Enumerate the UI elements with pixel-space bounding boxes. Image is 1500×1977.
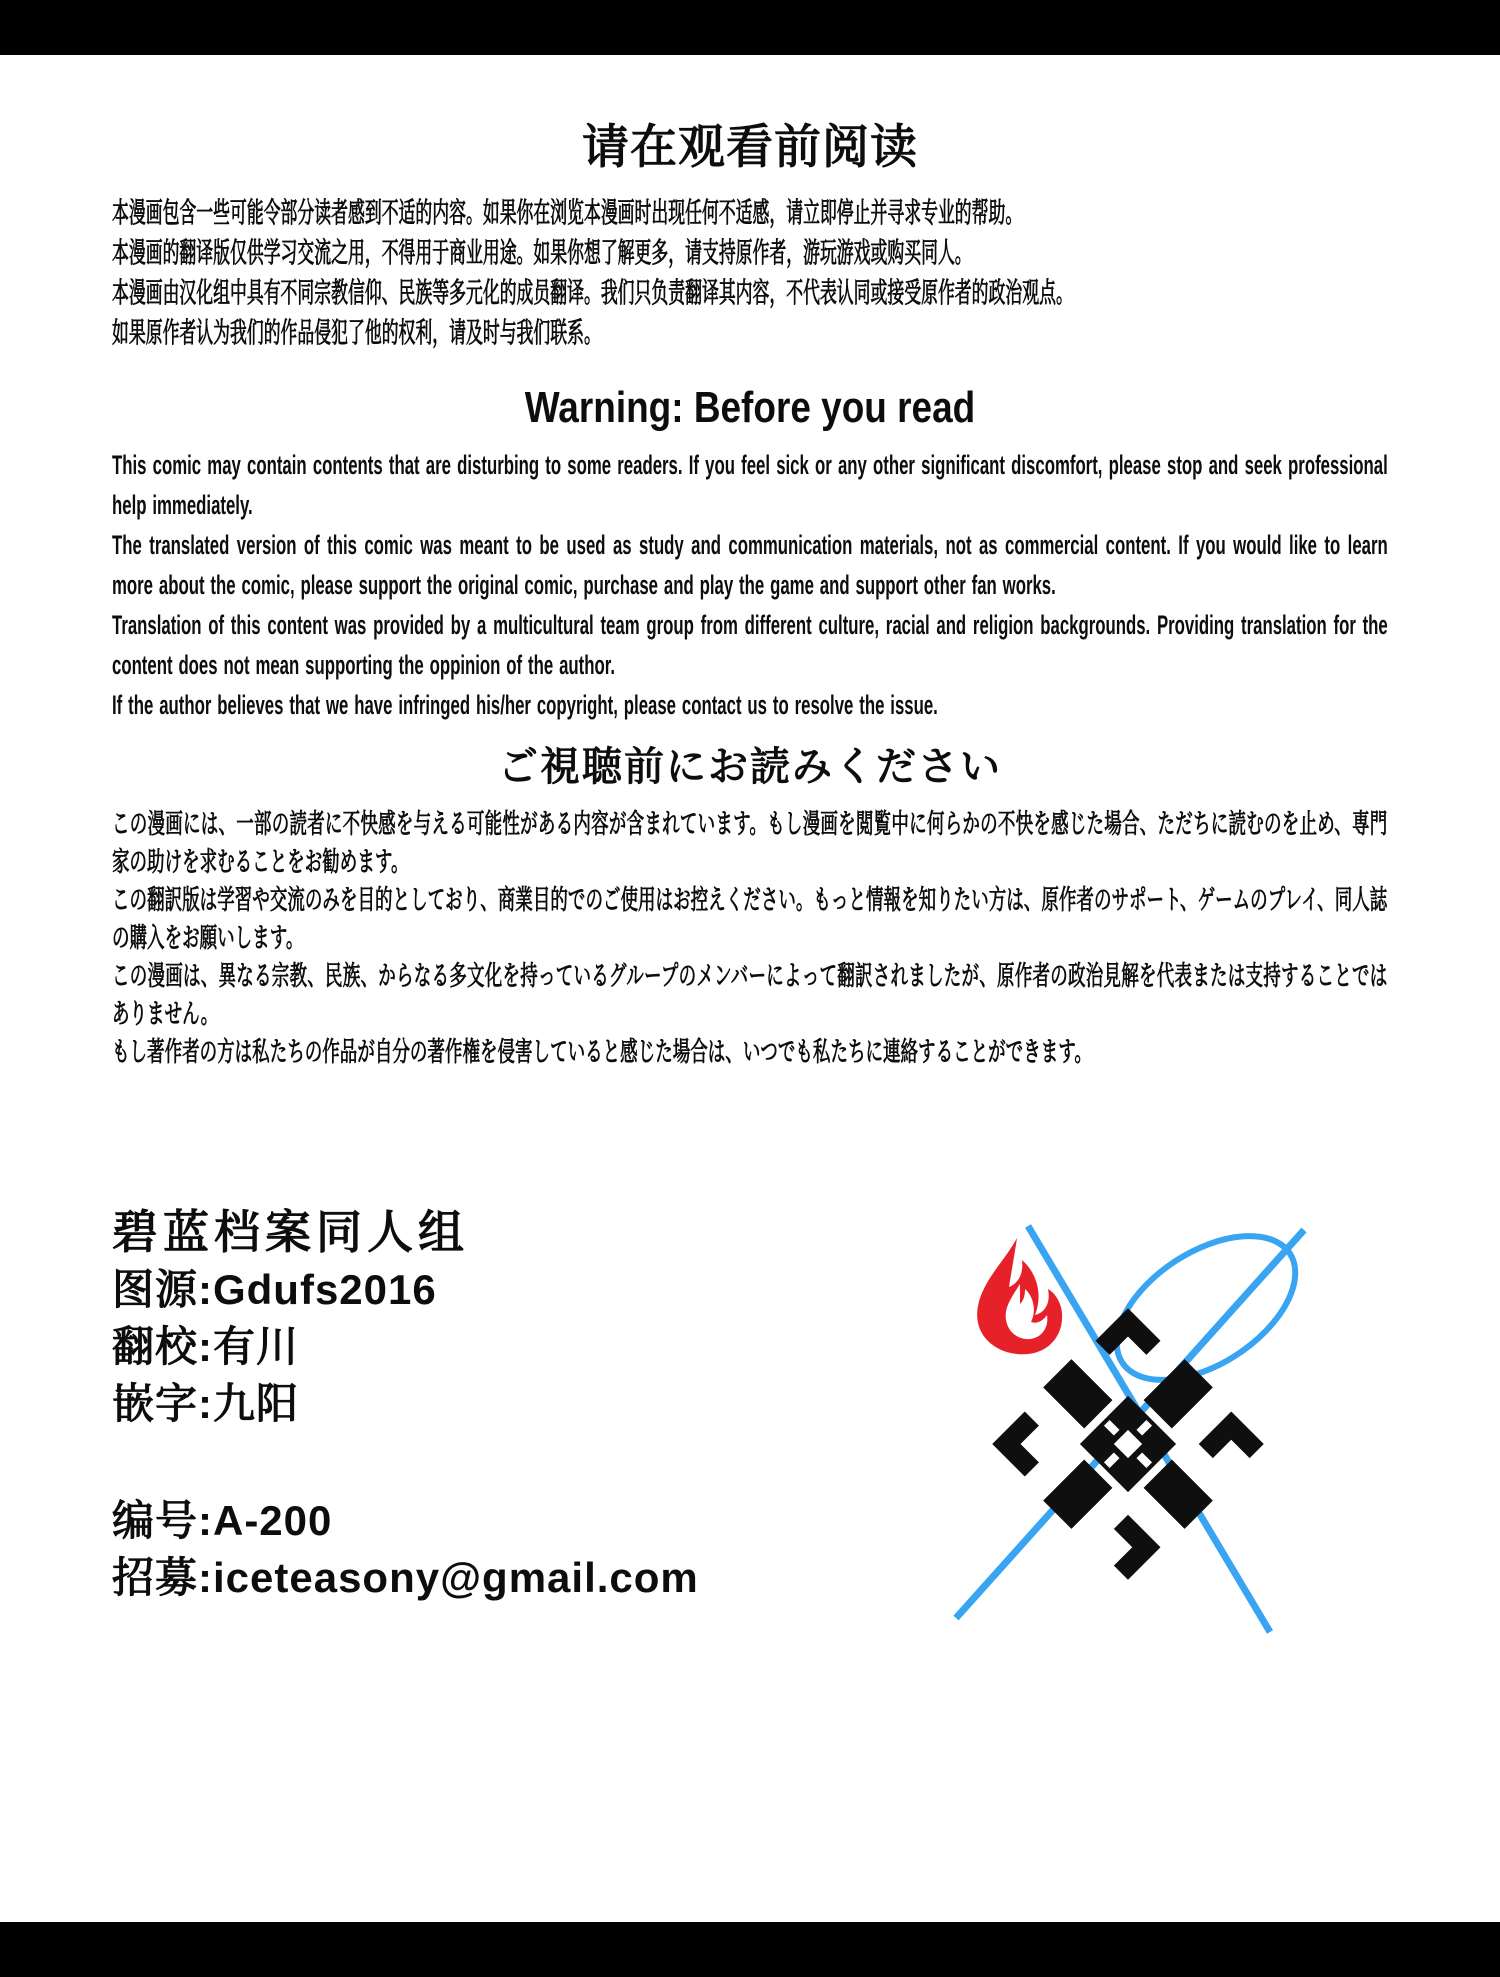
fan-group-logo (938, 1212, 1320, 1644)
chinese-title: 请在观看前阅读 (582, 120, 918, 173)
credit-recruit: 招募:iceteasony@gmail.com (112, 1554, 699, 1601)
japanese-section (0, 741, 1500, 1071)
japanese-paragraph: この漫画は、異なる宗教、民族、からなる多文化を持っているグループのメンバーによって翻訳されましたが、原作者の政治見解を代表または支持することではありません。 (112, 961, 1388, 1029)
chinese-text-block (112, 193, 1388, 353)
english-paragraph: The translated version of this comic was meant to be used as study and communication materials, not as commercial content. If you would like to learn more about the comic, please support the original comic, purchase and play the game and support other fan works. (112, 530, 1388, 600)
chinese-paragraph: 本漫画的翻译版仅供学习交流之用，不得用于商业用途。如果你想了解更多，请支持原作者，游玩游戏或购买同人。 (112, 237, 972, 268)
english-section (0, 381, 1500, 725)
english-title: Warning: Before you read (524, 383, 976, 432)
bottom-black-bar (0, 1922, 1500, 1977)
japanese-paragraph: この翻訳版は学習や交流のみを目的としており、商業目的でのご使用はお控えください。もっと情報を知りたい方は、原作者のサポート、ゲームのプレイ、同人誌の購入をお願いします。 (112, 885, 1388, 953)
credit-source: 图源:Gdufs2016 (112, 1266, 437, 1313)
chinese-paragraph: 本漫画由汉化组中具有不同宗教信仰、民族等多元化的成员翻译。我们只负责翻译其内容，不代表认同或接受原作者的政治观点。 (112, 277, 1073, 308)
english-paragraph: If the author believes that we have infringed his/her copyright, please contact us to resolve the issue. (112, 690, 938, 720)
chinese-paragraph: 如果原作者认为我们的作品侵犯了他的权利，请及时与我们联系。 (112, 317, 601, 348)
credit-serial: 编号:A-200 (112, 1497, 333, 1544)
japanese-title: ご視聴前にお読みください (498, 745, 1002, 789)
credit-typeset: 嵌字:九阳 (112, 1380, 299, 1427)
english-paragraph: Translation of this content was provided by a multicultural team group from different culture, racial and religion backgrounds. Providing translation for the content does not mean supporting the oppinion of the author. (112, 610, 1388, 680)
chinese-paragraph: 本漫画包含一些可能令部分读者感到不适的内容。如果你在浏览本漫画时出现任何不适感，请立即停止并寻求专业的帮助。 (112, 197, 1023, 228)
chinese-section (0, 118, 1500, 353)
english-paragraph: This comic may contain contents that are disturbing to some readers. If you feel sick or any other significant discomfort, please stop and seek professional help immediately. (112, 450, 1388, 520)
english-text-block (112, 445, 1388, 725)
japanese-text-block (112, 805, 1388, 1071)
credits-group-name: 碧蓝档案同人组 (112, 1206, 469, 1258)
top-black-bar (0, 0, 1500, 55)
japanese-paragraph: もし著作者の方は私たちの作品が自分の著作権を侵害していると感じた場合は、いつでも私たちに連絡することができます。 (112, 1037, 1092, 1067)
credit-proofread: 翻校:有川 (112, 1323, 299, 1370)
japanese-paragraph: この漫画には、一部の読者に不快感を与える可能性がある内容が含まれています。もし漫画を閲覧中に何らかの不快を感じた場合、ただちに読むのを止め、専門家の助けを求むることをお勧めます。 (112, 809, 1388, 877)
